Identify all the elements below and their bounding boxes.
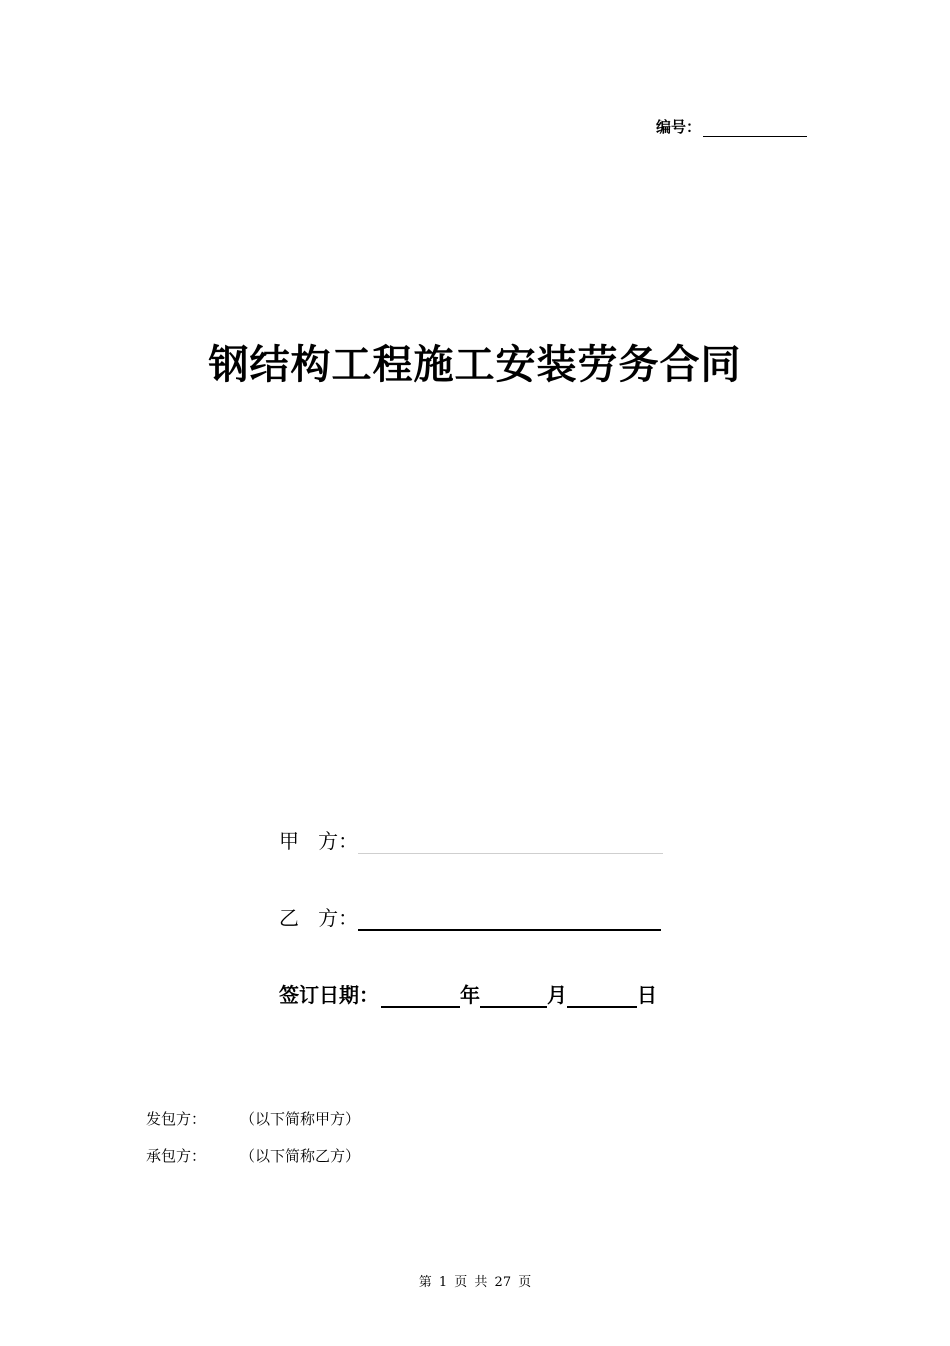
party-b-field[interactable] bbox=[358, 907, 661, 931]
day-label: 日 bbox=[637, 983, 657, 1007]
employer-line bbox=[146, 1108, 360, 1130]
page-footer: 第 1 页 共 27 页 bbox=[418, 1275, 532, 1290]
sign-day-field[interactable] bbox=[567, 984, 637, 1008]
contract-number bbox=[656, 116, 807, 137]
contract-body bbox=[146, 1108, 360, 1182]
contract-number-label: 编号： bbox=[655, 118, 701, 136]
employer-label: 发包方： bbox=[146, 1110, 207, 1128]
party-a-row bbox=[279, 824, 663, 854]
party-b-row bbox=[279, 901, 663, 931]
employer-note: （以下简称甲方） bbox=[240, 1110, 361, 1128]
year-label: 年 bbox=[460, 983, 480, 1007]
document-title: 钢结构工程施工安装劳务合同 bbox=[208, 342, 742, 388]
contract-number-blank[interactable] bbox=[703, 120, 807, 137]
sign-month-field[interactable] bbox=[480, 984, 547, 1008]
party-a-label: 甲 方： bbox=[279, 829, 359, 853]
party-b-label: 乙 方： bbox=[279, 906, 359, 930]
party-a-field[interactable] bbox=[358, 831, 663, 854]
contractor-line bbox=[146, 1145, 360, 1167]
parties-block bbox=[279, 824, 663, 1008]
month-label: 月 bbox=[547, 983, 567, 1007]
sign-date-row bbox=[279, 978, 663, 1008]
sign-year-field[interactable] bbox=[381, 984, 460, 1008]
contractor-label: 承包方： bbox=[146, 1147, 207, 1165]
contractor-note: （以下简称乙方） bbox=[240, 1147, 361, 1165]
sign-date-label: 签订日期： bbox=[279, 983, 379, 1007]
